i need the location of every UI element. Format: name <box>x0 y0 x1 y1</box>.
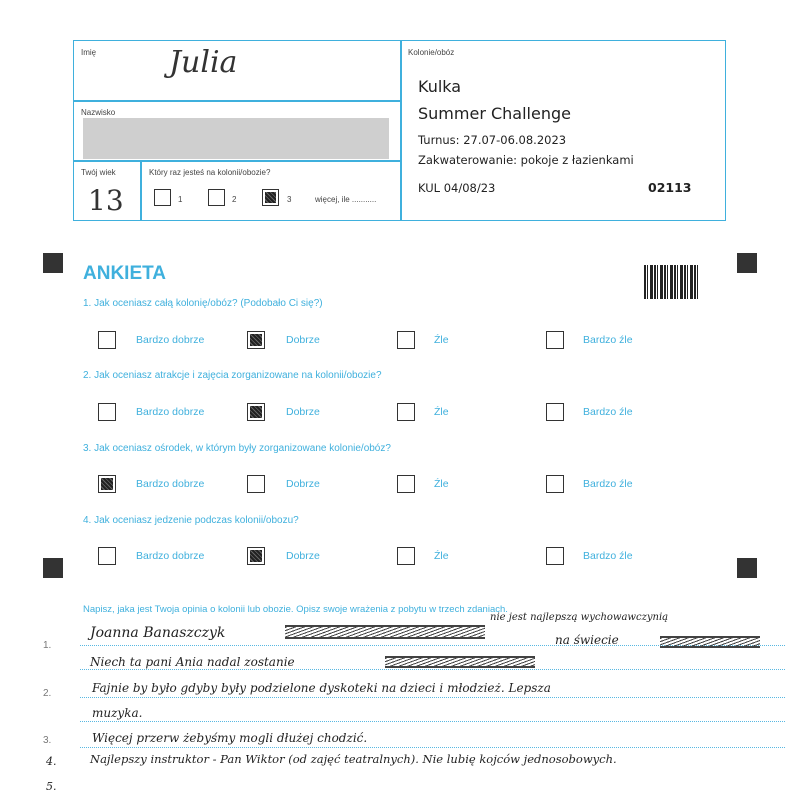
q2-option-zle: Źle <box>434 406 449 418</box>
q3-checkbox-bardzo-zle[interactable] <box>546 475 564 493</box>
registration-marker <box>737 558 757 578</box>
writing-line <box>80 697 785 698</box>
q3-option-bardzo-zle: Bardzo źle <box>583 478 633 490</box>
camp-label: Kolonie/obóz <box>408 48 455 57</box>
q1-checkbox-dobrze[interactable] <box>247 331 265 349</box>
times-option-2: 2 <box>232 195 237 204</box>
question-1: 1. Jak oceniasz całą kolonię/obóz? (Podobało Ci się?) <box>83 298 323 309</box>
times-label: Który raz jesteś na kolonii/obozie? <box>149 168 271 177</box>
q1-checkbox-zle[interactable] <box>397 331 415 349</box>
crossed-out-text <box>285 625 485 639</box>
registration-marker <box>43 558 63 578</box>
times-checkbox-2[interactable] <box>208 189 225 206</box>
q3-option-bardzo-dobrze: Bardzo dobrze <box>136 478 205 490</box>
q2-option-bardzo-dobrze: Bardzo dobrze <box>136 406 205 418</box>
crossed-out-text <box>660 636 760 648</box>
handwritten-text: na świecie <box>555 633 619 647</box>
writing-line <box>80 721 785 722</box>
times-option-3: 3 <box>287 195 292 204</box>
question-4: 4. Jak oceniasz jedzenie podczas kolonii/obozu? <box>83 515 299 526</box>
opinion-prompt: Napisz, jaka jest Twoja opinia o kolonii lub obozie. Opisz swoje wrażenia z pobytu w trzech zdaniach. <box>83 604 508 615</box>
handwritten-text: Fajnie by było gdyby były podzielone dyskoteki na dzieci i młodzież. Lepsza <box>92 681 551 695</box>
writing-line <box>80 747 785 748</box>
handwritten-text: nie jest najlepszą wychowawczynią <box>490 612 669 623</box>
q1-option-bardzo-dobrze: Bardzo dobrze <box>136 334 205 346</box>
header-form <box>73 40 726 221</box>
handwritten-text: muzyka. <box>92 706 143 720</box>
handwritten-line-number: 4. <box>46 755 57 768</box>
question-2: 2. Jak oceniasz atrakcje i zajęcia zorganizowane na kolonii/obozie? <box>83 370 382 381</box>
times-option-1: 1 <box>178 195 183 204</box>
camp-accommodation: Zakwaterowanie: pokoje z łazienkami <box>418 153 634 167</box>
camp-code: KUL 04/08/23 <box>418 181 496 195</box>
camp-name: Kulka <box>418 77 462 96</box>
handwritten-text: Niech ta pani Ania nadal zostanie <box>90 655 295 669</box>
crossed-out-text <box>385 656 535 668</box>
q2-option-dobrze: Dobrze <box>286 406 320 418</box>
age-label: Twój wiek <box>81 168 116 177</box>
handwritten-text: Więcej przerw żebyśmy mogli dłużej chodzić. <box>92 731 368 745</box>
q3-checkbox-bardzo-dobrze[interactable] <box>98 475 116 493</box>
q2-option-bardzo-zle: Bardzo źle <box>583 406 633 418</box>
line-number-2: 2. <box>43 688 52 699</box>
age-value: 13 <box>88 184 124 217</box>
q4-option-bardzo-zle: Bardzo źle <box>583 550 633 562</box>
q2-checkbox-zle[interactable] <box>397 403 415 421</box>
q1-option-bardzo-zle: Bardzo źle <box>583 334 633 346</box>
camp-program: Summer Challenge <box>418 104 571 123</box>
q4-option-bardzo-dobrze: Bardzo dobrze <box>136 550 205 562</box>
handwritten-line-number: 5. <box>46 780 57 793</box>
q2-checkbox-dobrze[interactable] <box>247 403 265 421</box>
q1-checkbox-bardzo-zle[interactable] <box>546 331 564 349</box>
q4-option-zle: Źle <box>434 550 449 562</box>
surname-label: Nazwisko <box>81 108 116 117</box>
camp-number: 02113 <box>648 180 692 195</box>
q1-option-dobrze: Dobrze <box>286 334 320 346</box>
first-name-value: Julia <box>169 45 238 80</box>
divider <box>400 41 402 221</box>
barcode <box>644 265 700 299</box>
divider <box>140 160 142 221</box>
q1-option-zle: Źle <box>434 334 449 346</box>
line-number-1: 1. <box>43 640 52 651</box>
divider <box>74 160 401 162</box>
handwritten-text: Najlepszy instruktor - Pan Wiktor (od zajęć teatralnych). Nie lubię kojców jednosobowych. <box>90 752 617 766</box>
q4-checkbox-bardzo-zle[interactable] <box>546 547 564 565</box>
line-number-3: 3. <box>43 735 52 746</box>
q3-option-zle: Źle <box>434 478 449 490</box>
surname-redaction <box>83 118 389 159</box>
q2-checkbox-bardzo-dobrze[interactable] <box>98 403 116 421</box>
registration-marker <box>737 253 757 273</box>
q4-checkbox-dobrze[interactable] <box>247 547 265 565</box>
times-checkbox-1[interactable] <box>154 189 171 206</box>
q3-option-dobrze: Dobrze <box>286 478 320 490</box>
q2-checkbox-bardzo-zle[interactable] <box>546 403 564 421</box>
q3-checkbox-dobrze[interactable] <box>247 475 265 493</box>
question-3: 3. Jak oceniasz ośrodek, w którym były zorganizowane kolonie/obóz? <box>83 443 391 454</box>
handwritten-text: Joanna Banaszczyk <box>90 625 226 641</box>
divider <box>74 100 401 102</box>
first-name-label: Imię <box>81 48 97 57</box>
survey-title: ANKIETA <box>83 263 167 284</box>
q4-option-dobrze: Dobrze <box>286 550 320 562</box>
camp-turnus: Turnus: 27.07-06.08.2023 <box>418 133 567 147</box>
writing-line <box>80 669 785 670</box>
registration-marker <box>43 253 63 273</box>
times-option-more: więcej, ile ........... <box>315 195 377 204</box>
q4-checkbox-zle[interactable] <box>397 547 415 565</box>
q1-checkbox-bardzo-dobrze[interactable] <box>98 331 116 349</box>
times-checkbox-3[interactable] <box>262 189 279 206</box>
q3-checkbox-zle[interactable] <box>397 475 415 493</box>
q4-checkbox-bardzo-dobrze[interactable] <box>98 547 116 565</box>
